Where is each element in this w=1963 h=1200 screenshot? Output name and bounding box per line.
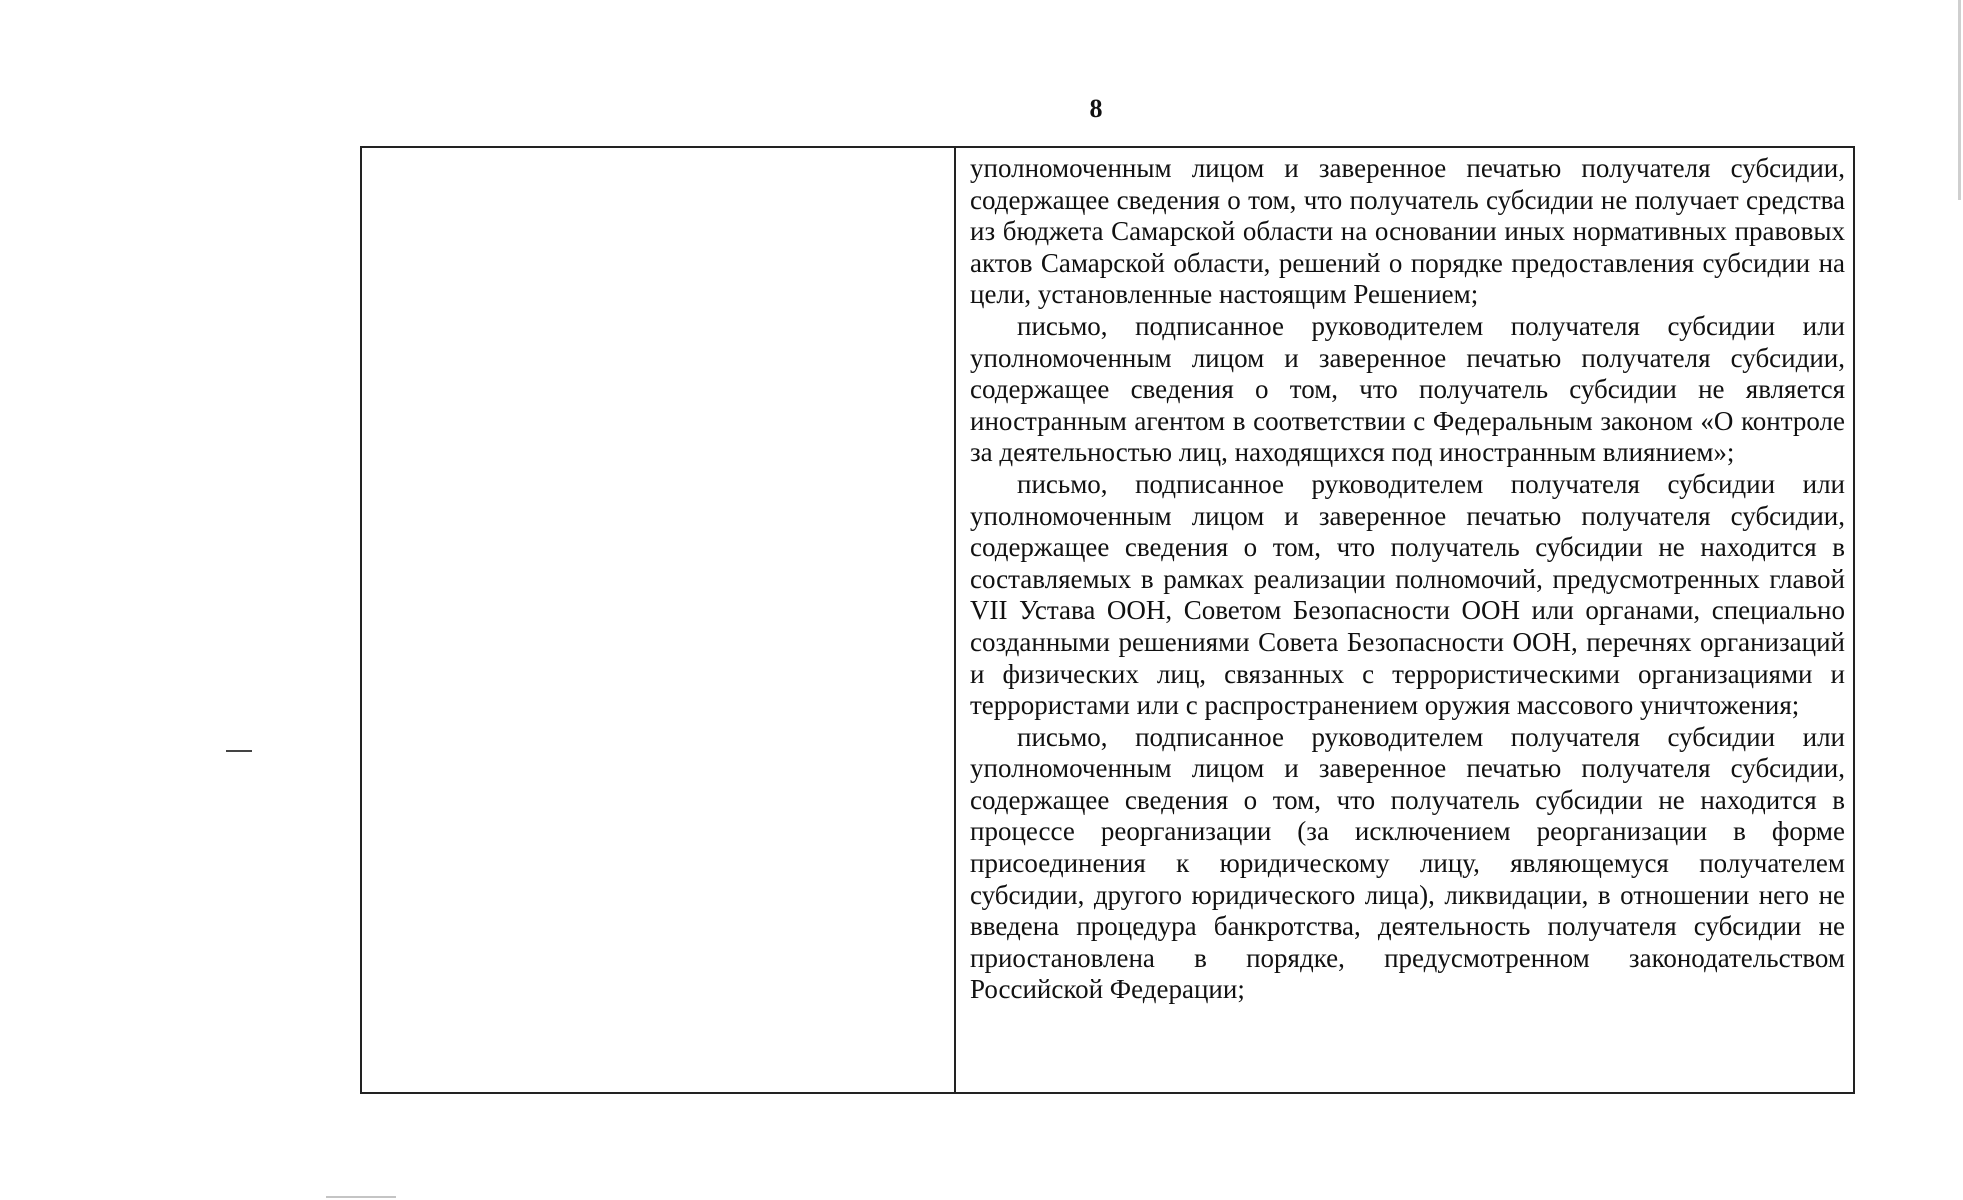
paragraph-reorganization-letter: письмо, подписанное руководителем получателя субсидии или уполномоченным лицом и заверенное печатью получателя субсидии, содержащее сведения о том, что получатель субсидии не находится в процессе реорганизации (за исключением реорганизации в форме присоединения к юридическому лицу, являющемуся получателем субсидии, другого юридического лица), ликвидации, в отношении него не введена процедура банкротства, деятельность получателя субсидии не приостановлена в порядке, предусмотренном законодательством Российской Федерации;	[970, 721, 1845, 1005]
margin-mark	[226, 750, 252, 752]
table-cell-right	[956, 148, 1853, 1092]
scan-edge-artifact	[1958, 0, 1961, 200]
page-number: 8	[1089, 94, 1103, 123]
paragraph-foreign-agent-letter: письмо, подписанное руководителем получателя субсидии или уполномоченным лицом и заверенное печатью получателя субсидии, содержащее сведения о том, что получатель субсидии не является иностранным агентом в соответствии с Федеральным законом «О контроле за деятельностью лиц, находящихся под иностранным влиянием»;	[970, 310, 1845, 468]
paragraph-un-sanctions-letter: письмо, подписанное руководителем получателя субсидии или уполномоченным лицом и заверенное печатью получателя субсидии, содержащее сведения о том, что получатель субсидии не находится в составляемых в рамках реализации полномочий, предусмотренных главой VII Устава ООН, Советом Безопасности ООН или органами, специально созданными решениями Совета Безопасности ООН, перечнях организаций и физических лиц, связанных с террористическими организациями и террористами или с распространением оружия массового уничтожения;	[970, 468, 1845, 721]
paragraph-continued: уполномоченным лицом и заверенное печатью получателя субсидии, содержащее сведения о том, что получатель субсидии не получает средства из бюджета Самарской области на основании иных нормативных правовых актов Самарской области, решений о порядке предоставления субсидии на цели, установленные настоящим Решением;	[970, 153, 1845, 310]
document-table	[360, 146, 1855, 1094]
scan-dash-artifact	[326, 1196, 396, 1198]
table-cell-left	[362, 148, 956, 1092]
